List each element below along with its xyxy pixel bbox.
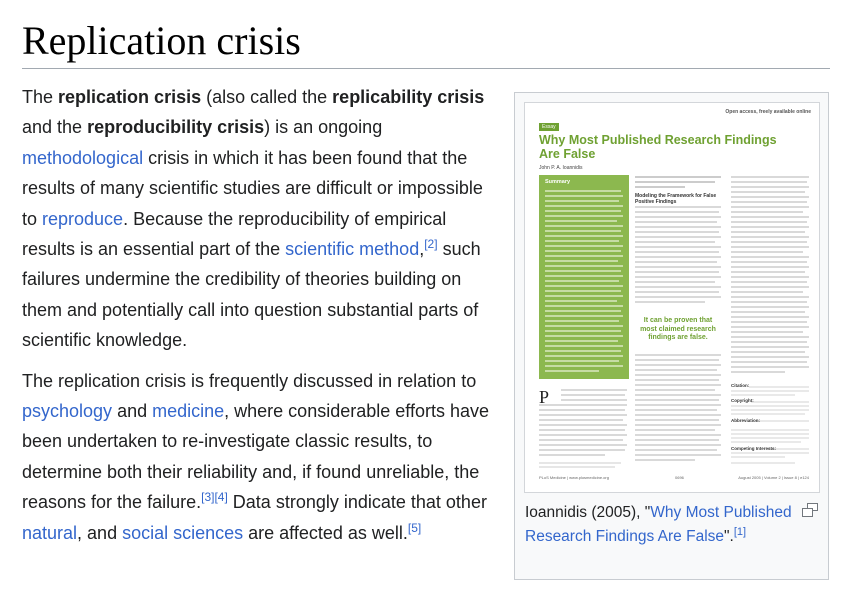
paper-open-access: Open access, freely available online — [725, 109, 811, 115]
figure-thumbnail — [514, 92, 829, 580]
lead-paragraph: The replication crisis (also called the replicability crisis and the reproducibility crisis) is an ongoing methodological crisis in which it has been found that the results of many scientific studies are difficult or impossible to reproduce. Because the reproducibility of empirical results is an essential part of the scientific method,[2] such failures undermine the credibility of theories building on them and potentially call into question substantial parts of scientific knowledge. — [22, 87, 485, 351]
paper-subheading: Modeling the Framework for False Positive Findings — [635, 193, 717, 205]
second-paragraph: The replication crisis is frequently discussed in relation to psychology and medicine, where considerable efforts have been undertaken to re-investigate classic results, to determine both their reliability and, if found unreliable, the reasons for the failure.[3][4] Data strongly indicate that other natural, and social sciences are affected as well.[5] — [22, 370, 489, 543]
paper-body-text-lines — [525, 103, 820, 493]
caption-paper-link[interactable]: Why Most Published Research Findings Are False — [525, 504, 792, 545]
link-social-sciences[interactable]: social sciences — [122, 522, 244, 543]
citation-5[interactable]: [5] — [407, 520, 422, 535]
link-scientific-method[interactable]: scientific method — [285, 239, 420, 260]
link-methodological[interactable]: methodological — [22, 147, 144, 168]
bold-term-reproducibility-crisis: reproducibility crisis — [87, 117, 265, 138]
citation-1[interactable]: [1] — [733, 525, 747, 538]
bold-term-replication-crisis: replication crisis — [58, 87, 202, 107]
paper-citation-label: Citation: — [731, 383, 750, 388]
citation-2[interactable]: [2] — [424, 237, 438, 252]
paper-competing-label: Competing Interests: — [731, 446, 777, 451]
enlarge-icon[interactable] — [802, 503, 818, 517]
paper-title: Why Most Published Research Findings Are False — [539, 133, 777, 161]
link-medicine[interactable]: medicine — [152, 401, 225, 422]
article-body — [22, 82, 494, 558]
paper-footer-page: 0696 — [675, 475, 684, 480]
link-natural[interactable]: natural — [22, 522, 78, 543]
citation-3[interactable]: [3] — [201, 490, 215, 505]
bold-term-replicability-crisis: replicability crisis — [332, 87, 485, 107]
link-psychology[interactable]: psychology — [22, 401, 113, 422]
paper-footer-journal: PLoS Medicine | www.plosmedicine.org — [539, 475, 609, 480]
paper-abbreviation-label: Abbreviation: — [731, 418, 761, 423]
paper-section-label: Essay — [539, 123, 559, 131]
link-reproduce[interactable]: reproduce — [42, 208, 124, 229]
paper-copyright-label: Copyright: — [731, 398, 754, 403]
paper-image[interactable] — [524, 102, 820, 493]
paper-dropcap: P — [539, 387, 550, 407]
title-divider — [22, 68, 830, 69]
page-title: Replication crisis — [22, 18, 301, 63]
paper-summary-heading: Summary — [545, 179, 571, 185]
paper-author: John P. A. Ioannidis — [539, 165, 583, 171]
paper-pull-quote: It can be proven that most claimed research findings are false. — [640, 317, 716, 341]
figure-caption: Ioannidis (2005), "Why Most Published Research Findings Are False".[1] — [525, 504, 792, 545]
citation-4[interactable]: [4] — [214, 490, 228, 505]
paper-footer-issue: August 2005 | Volume 2 | Issue 8 | e124 — [738, 475, 809, 480]
